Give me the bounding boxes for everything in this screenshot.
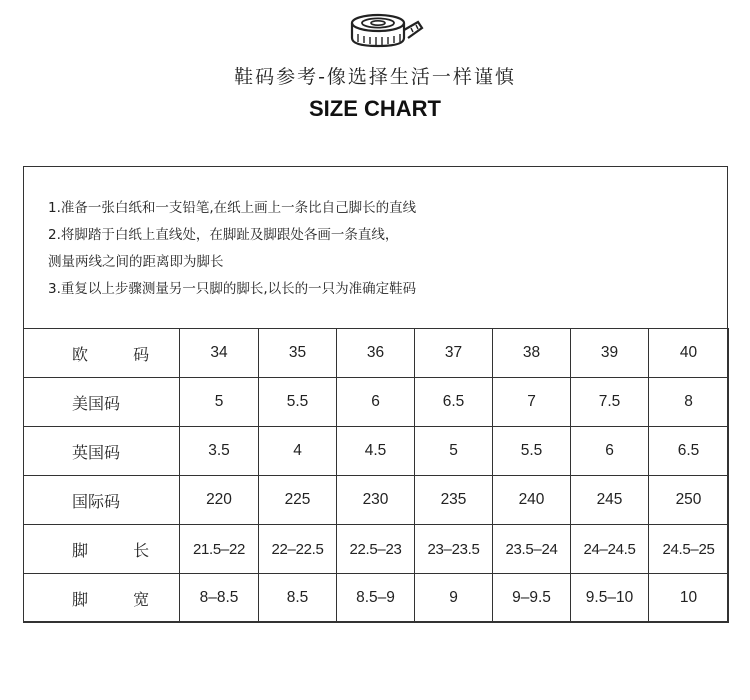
- table-cell: 235: [415, 476, 493, 525]
- instruction-line: 测量两线之间的距离即为脚长: [48, 254, 224, 270]
- table-cell: 250: [649, 476, 729, 525]
- table-cell: 9.5–10: [571, 574, 649, 623]
- table-cell: 6.5: [415, 378, 493, 427]
- table-row-intl: [24, 476, 729, 525]
- table-cell: 39: [571, 329, 649, 378]
- page-title: 鞋码参考-像选择生活一样谨慎: [234, 66, 516, 88]
- row-label: 英国码: [24, 427, 180, 476]
- table-row-foot-width: [24, 574, 729, 623]
- table-cell: 23.5–24: [493, 525, 571, 574]
- table-cell: 6: [337, 378, 415, 427]
- page-subtitle: SIZE CHART: [309, 96, 441, 121]
- measuring-tape-icon: [348, 12, 426, 52]
- table-cell: 5: [180, 378, 259, 427]
- table-cell: 37: [415, 329, 493, 378]
- row-label: 国际码: [24, 476, 180, 525]
- row-label: 美国码: [24, 378, 180, 427]
- table-cell: 22.5–23: [337, 525, 415, 574]
- table-cell: 5.5: [259, 378, 337, 427]
- table-cell: 8.5–9: [337, 574, 415, 623]
- table-cell: 24–24.5: [571, 525, 649, 574]
- table-cell: 6.5: [649, 427, 729, 476]
- table-cell: 4.5: [337, 427, 415, 476]
- table-cell: 35: [259, 329, 337, 378]
- table-cell: 23–23.5: [415, 525, 493, 574]
- table-cell: 34: [180, 329, 259, 378]
- table-cell: 6: [571, 427, 649, 476]
- size-chart: [23, 166, 728, 622]
- table-cell: 38: [493, 329, 571, 378]
- table-cell: 245: [571, 476, 649, 525]
- table-cell: 220: [180, 476, 259, 525]
- measurement-instructions: [24, 167, 727, 329]
- table-cell: 240: [493, 476, 571, 525]
- row-label: 脚 长: [24, 525, 180, 574]
- table-cell: 5: [415, 427, 493, 476]
- table-cell: 3.5: [180, 427, 259, 476]
- table-cell: 7: [493, 378, 571, 427]
- table-cell: 36: [337, 329, 415, 378]
- table-cell: 7.5: [571, 378, 649, 427]
- size-table: [23, 328, 729, 623]
- table-cell: 5.5: [493, 427, 571, 476]
- instruction-line: 3.重复以上步骤测量另一只脚的脚长,以长的一只为准确定鞋码: [48, 281, 417, 297]
- table-cell: 8.5: [259, 574, 337, 623]
- row-label: 欧 码: [24, 329, 180, 378]
- table-cell: 22–22.5: [259, 525, 337, 574]
- table-cell: 225: [259, 476, 337, 525]
- table-cell: 21.5–22: [180, 525, 259, 574]
- table-cell: 8: [649, 378, 729, 427]
- table-cell: 4: [259, 427, 337, 476]
- table-cell: 40: [649, 329, 729, 378]
- table-cell: 8–8.5: [180, 574, 259, 623]
- instruction-line: 2.将脚踏于白纸上直线处，在脚趾及脚跟处各画一条直线，: [48, 227, 399, 243]
- table-row-uk: [24, 427, 729, 476]
- table-cell: 9–9.5: [493, 574, 571, 623]
- table-row-foot-length: [24, 525, 729, 574]
- table-cell: 9: [415, 574, 493, 623]
- table-cell: 24.5–25: [649, 525, 729, 574]
- table-cell: 230: [337, 476, 415, 525]
- table-cell: 10: [649, 574, 729, 623]
- table-row-us: [24, 378, 729, 427]
- table-row-eu: [24, 329, 729, 378]
- instruction-line: 1.准备一张白纸和一支铅笔,在纸上画上一条比自己脚长的直线: [48, 200, 417, 216]
- row-label: 脚 宽: [24, 574, 180, 623]
